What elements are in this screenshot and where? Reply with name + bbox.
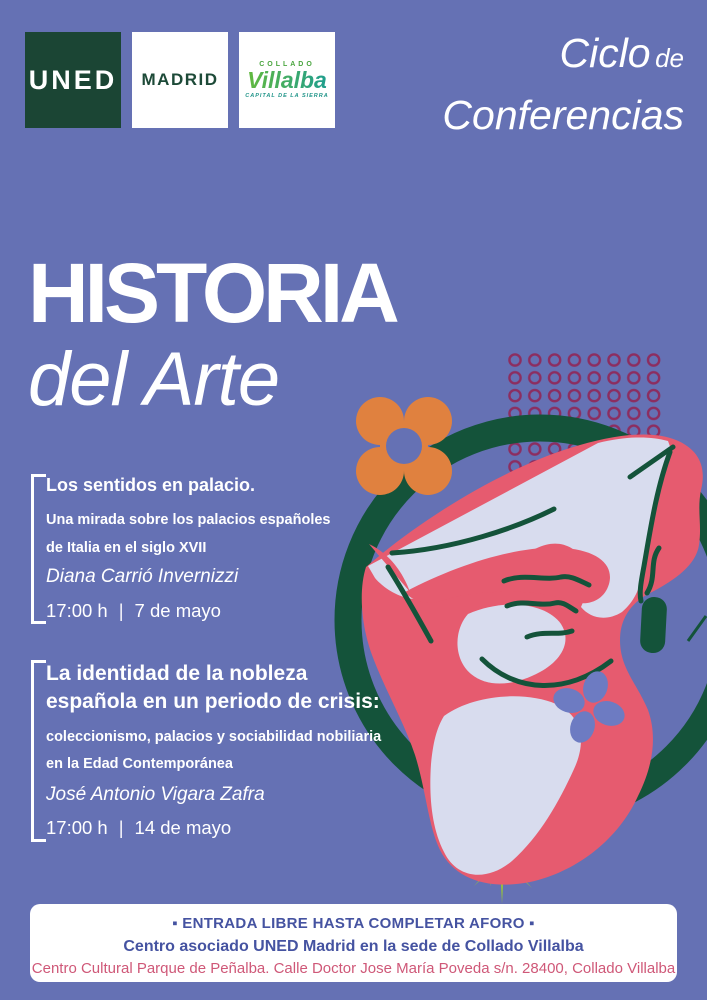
villalba-logo-sub: CAPITAL DE LA SIERRA <box>245 93 329 100</box>
footer-admission-line: ▪ ENTRADA LIBRE HASTA COMPLETAR AFORO ▪ <box>172 915 535 932</box>
lecture-1-title <box>46 474 330 496</box>
lecture-1-subtitle-line: de Italia en el siglo XVII <box>46 540 207 556</box>
footer-card <box>30 904 677 982</box>
madrid-logo-text: MADRID <box>141 70 219 89</box>
madrid-logo <box>132 32 228 128</box>
footer-address-line: Centro Cultural Parque de Peñalba. Calle Doctor Jose María Poveda s/n. 28400, Collado Villalba <box>31 960 676 977</box>
series-word-de: de <box>655 43 684 73</box>
series-word-ciclo: Ciclo <box>559 30 651 76</box>
lecture-2-title-line: La identidad de la nobleza <box>46 662 308 685</box>
lecture-2-date: 14 de mayo <box>134 817 232 838</box>
series-word-conferencias: Conferencias <box>442 92 684 138</box>
lecture-2-body <box>31 660 381 840</box>
lecture-1-date: 7 de mayo <box>134 600 221 621</box>
lecture-1-subtitle <box>46 506 330 562</box>
time-separator: | <box>118 817 124 838</box>
villalba-logo-text: Villalba <box>247 66 327 93</box>
series-line-1 <box>442 27 684 89</box>
lecture-2-subtitle-line: en la Edad Contemporánea <box>46 756 233 772</box>
statue-illustration <box>362 434 703 884</box>
page-title: HISTORIA <box>28 246 396 340</box>
lecture-2-subtitle-line: coleccionismo, palacios y sociabilidad nobiliaria <box>46 729 382 745</box>
lecture-2-subtitle <box>46 724 381 778</box>
lecture-1-subtitle-line: Una mirada sobre los palacios españoles <box>46 512 331 528</box>
green-blade-shape <box>688 616 706 641</box>
earring-shape <box>640 596 668 653</box>
time-separator: | <box>118 600 124 621</box>
lecture-item-2 <box>31 660 381 842</box>
uned-logo <box>25 32 121 128</box>
page-subtitle: del Arte <box>28 337 280 422</box>
logo-row <box>25 32 335 128</box>
lecture-1-speaker: Diana Carrió Invernizzi <box>46 566 239 587</box>
lecture-2-speaker: José Antonio Vigara Zafra <box>46 784 265 805</box>
lecture-2-time <box>46 816 381 840</box>
series-title <box>442 27 684 141</box>
lecture-2-hour: 17:00 h <box>46 817 108 838</box>
lecture-item-1 <box>31 474 330 624</box>
lecture-1-hour: 17:00 h <box>46 600 108 621</box>
lecture-1-time <box>46 599 330 623</box>
lecture-1-body <box>31 474 330 623</box>
lecture-2-title <box>46 660 381 716</box>
villalba-logo <box>239 32 335 128</box>
uned-logo-text: UNED <box>28 64 118 95</box>
footer-organizer-line: Centro asociado UNED Madrid en la sede de Collado Villalba <box>123 938 584 955</box>
lecture-2-title-line: española en un periodo de crisis: <box>46 690 380 713</box>
villalba-logo-top: COLLADO <box>259 60 315 68</box>
lecture-1-title-line: Los sentidos en palacio. <box>46 475 256 495</box>
